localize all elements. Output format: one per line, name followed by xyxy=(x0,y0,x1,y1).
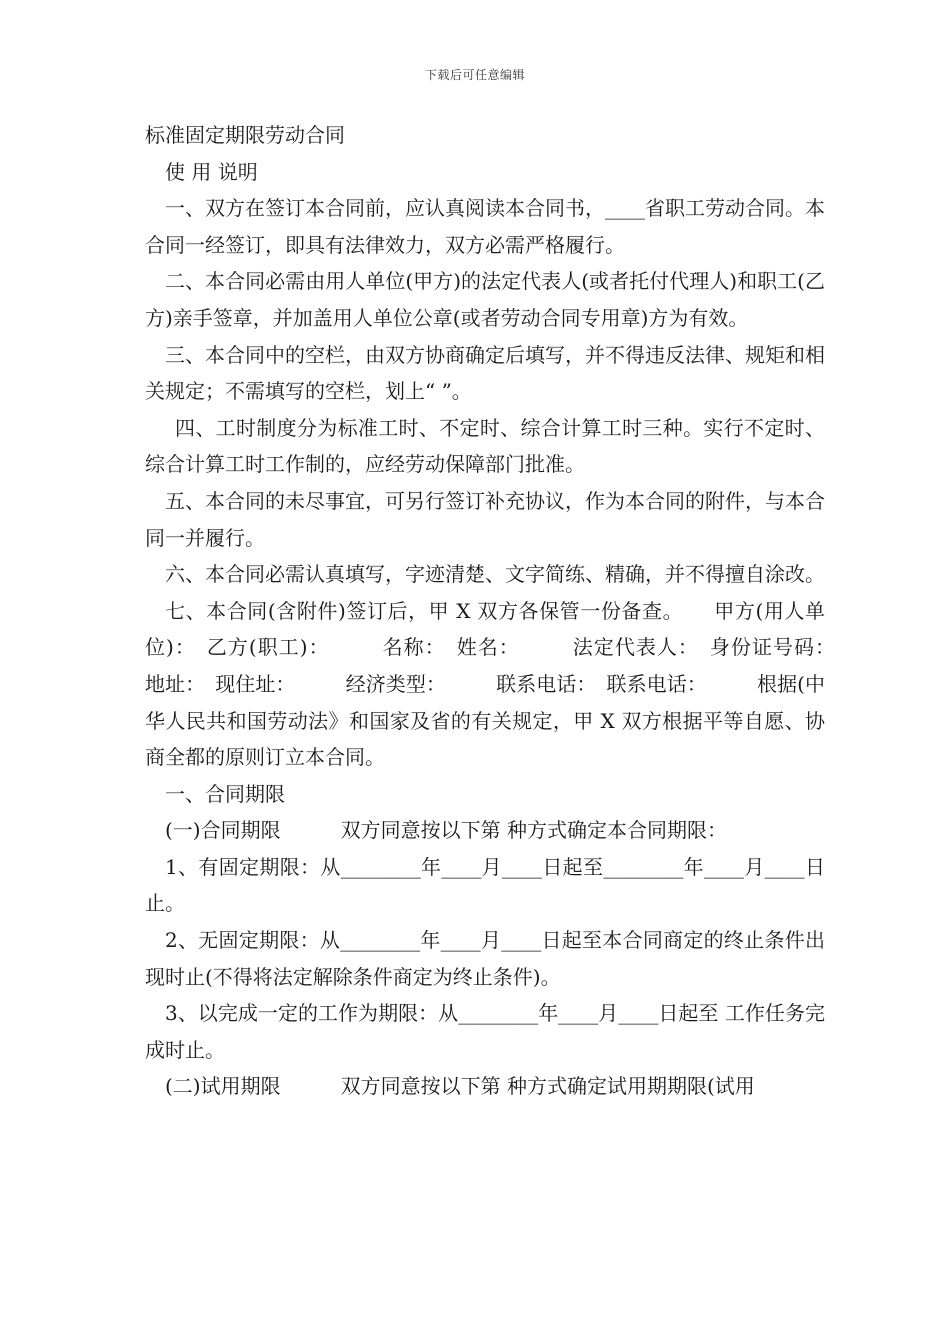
paragraph: (二)试用期限 双方同意按以下第 种方式确定试用期期限(试用 xyxy=(165,1074,755,1099)
document-body xyxy=(145,117,885,1105)
paragraph: 三、本合同中的空栏，由双方协商确定后填写，并不得违反法律、规矩和相关规定；不需填写的空栏，划上“ ”。 xyxy=(145,342,825,404)
section-heading: 一、合同期限 xyxy=(165,781,285,806)
paragraph: 一、双方在签订本合同前，应认真阅读本合同书，____省职工劳动合同。本合同一经签订，即具有法律效力，双方必需严格履行。 xyxy=(145,196,825,257)
instructions-heading: 使 用 说明 xyxy=(165,159,258,184)
paragraph: 七、本合同(含附件)签订后，甲 X 双方各保管一份备查。 甲方(用人单位)： 乙方(职工)： 名称： 姓名： 法定代表人： 身份证号码： 地址： 现住址： 经济类型： 联系电话： 联系电话： 根据(中华人民共和国劳动法》和国家及省的有关规定，甲 X 双方根据平等自愿、协商全都的原则订立本合同。 xyxy=(145,598,885,770)
document-title: 标准固定期限劳动合同 xyxy=(145,123,345,147)
paragraph: 2、无固定期限：从________年____月____日起至本合同商定的终止条件出现时止(不得将法定解除条件商定为终止条件)。 xyxy=(145,928,825,989)
paragraph: 六、本合同必需认真填写，字迹清楚、文字简练、精确，并不得擅自涂改。 xyxy=(165,562,825,587)
paragraph: (一)合同期限 双方同意按以下第 种方式确定本合同期限： xyxy=(165,818,727,843)
page-header-note: 下载后可任意编辑 xyxy=(424,68,525,82)
paragraph: 二、本合同必需由用人单位(甲方)的法定代表人(或者托付代理人)和职工(乙方)亲手签章，并加盖用人单位公章(或者劳动合同专用章)方为有效。 xyxy=(145,269,825,330)
paragraph: 五、本合同的未尽事宜，可另行签订补充协议，作为本合同的附件，与本合同一并履行。 xyxy=(145,488,825,550)
paragraph: 1、有固定期限：从________年____月____日起至________年____月____日止。 xyxy=(145,854,825,916)
paragraph: 3、以完成一定的工作为期限：从________年____月____日起至 工作任务完成时止。 xyxy=(145,1001,825,1062)
paragraph: 四、工时制度分为标准工时、不定时、综合计算工时三种。实行不定时、综合计算工时工作制的，应经劳动保障部门批准。 xyxy=(145,415,825,477)
